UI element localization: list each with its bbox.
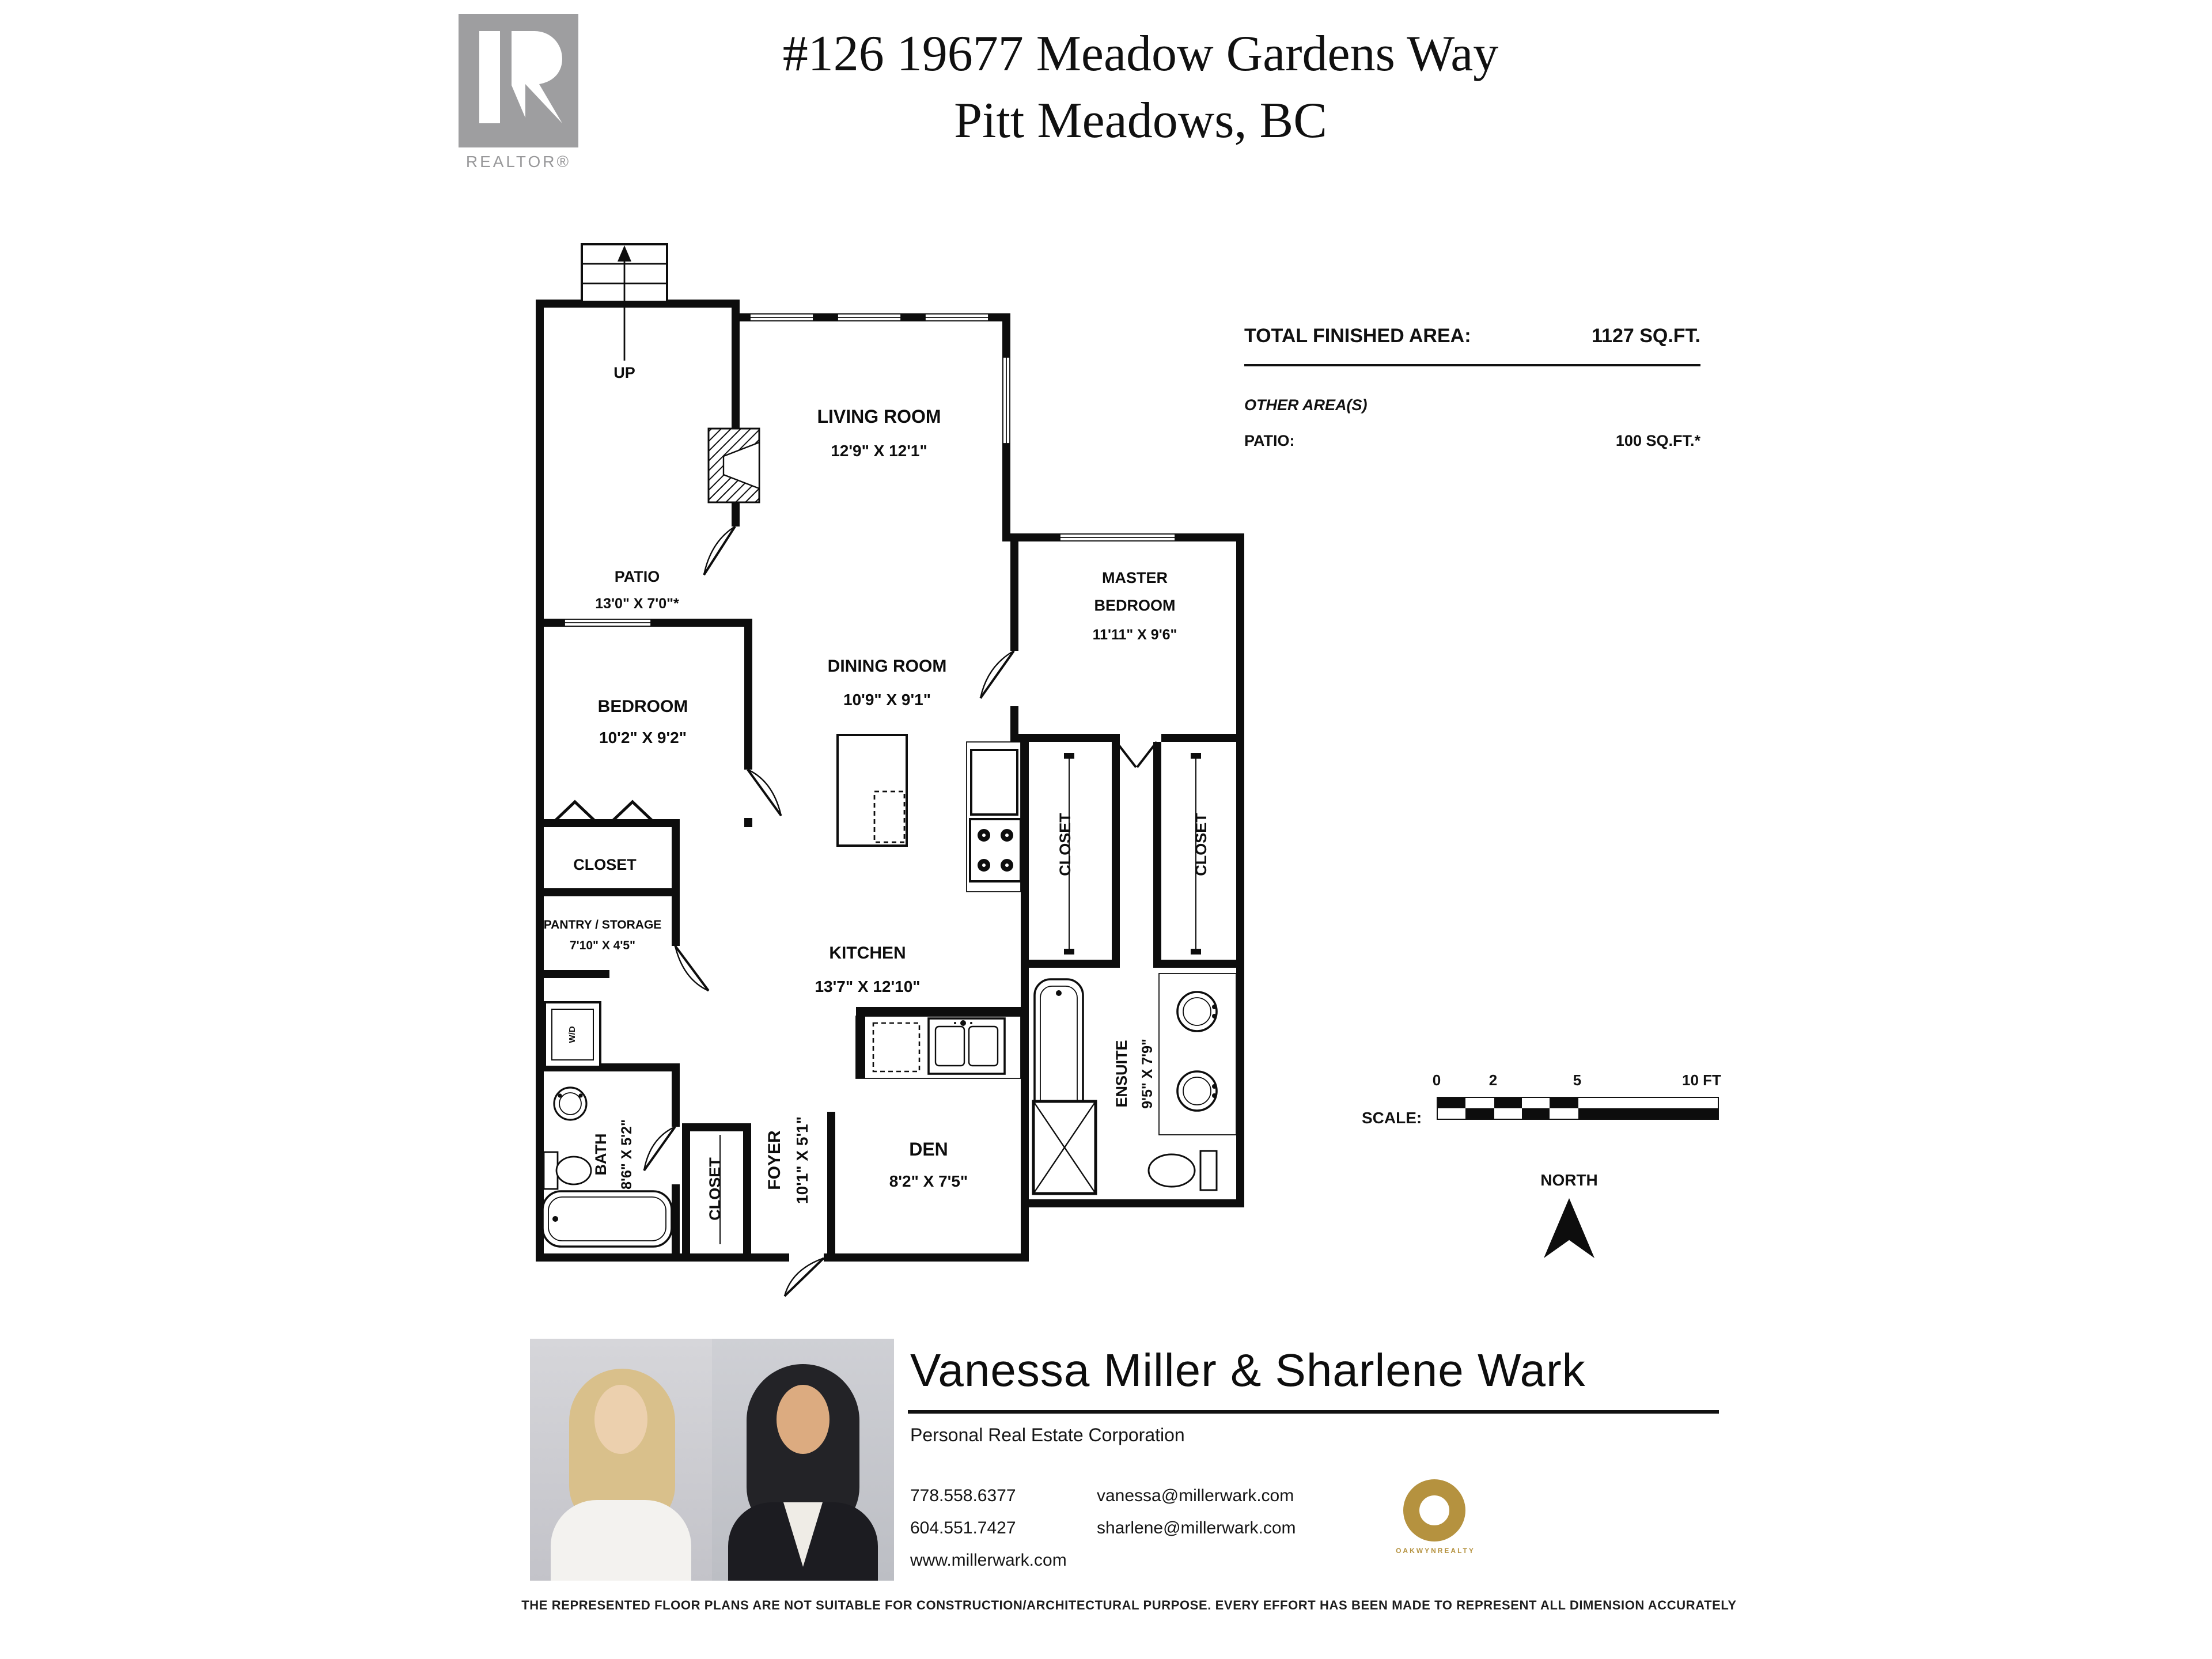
foyer-label: FOYER <box>765 1130 784 1190</box>
ensuite-label: ENSUITE <box>1113 1040 1130 1108</box>
foyer-dims: 10'1" X 5'1" <box>793 1116 811 1204</box>
agent-phone-1: 778.558.6377 <box>910 1486 1016 1506</box>
ensuite-vanity-icon <box>1159 974 1236 1135</box>
kitchen-dims: 13'7" X 12'10" <box>815 978 921 995</box>
oakwyn-logo-icon <box>1403 1479 1465 1541</box>
master-closet-right-label: CLOSET <box>1192 813 1210 876</box>
other-areas-label: OTHER AREA(S) <box>1244 396 1368 414</box>
master-dims: 11'11" X 9'6" <box>1092 627 1177 643</box>
north-label: NORTH <box>1540 1171 1598 1189</box>
pantry-label: PANTRY / STORAGE <box>543 918 662 931</box>
dining-room-label: DINING ROOM <box>827 657 947 676</box>
bedroom-closet-label: CLOSET <box>573 856 637 873</box>
floor-plan <box>536 242 1250 1313</box>
master-label-1: MASTER <box>1102 569 1168 586</box>
stove-icon <box>970 819 1021 881</box>
scale-tick-0: 0 <box>1432 1071 1441 1089</box>
kitchen-island-icon <box>838 735 907 846</box>
title-line-1: #126 19677 Meadow Gardens Way <box>782 25 1499 82</box>
agent-website[interactable]: www.millerwark.com <box>910 1551 1067 1570</box>
ensuite-dims: 9'5" X 7'9" <box>1139 1039 1156 1109</box>
agent-photo-sharlene <box>712 1339 894 1581</box>
north-arrow-icon <box>1544 1198 1594 1258</box>
fireplace-icon <box>709 429 759 502</box>
avatar-face <box>594 1385 647 1454</box>
disclaimer-text: THE REPRESENTED FLOOR PLANS ARE NOT SUITABLE FOR CONSTRUCTION/ARCHITECTURAL PURPOSE. EVERY EFFORT HAS BEEN MADE TO REPRESENT ALL DIMENSION ACCURATELY <box>521 1599 1737 1613</box>
living-room-label: LIVING ROOM <box>817 406 941 427</box>
foyer-closet-label: CLOSET <box>706 1157 724 1221</box>
kitchen-sink-icon <box>929 1018 1005 1074</box>
kitchen-label: KITCHEN <box>829 944 906 963</box>
agent-title: Personal Real Estate Corporation <box>910 1426 1185 1446</box>
scale-tick-5: 5 <box>1573 1071 1582 1089</box>
total-area-row <box>1244 325 1700 366</box>
master-closet-left-label: CLOSET <box>1056 813 1074 876</box>
den-label: DEN <box>909 1139 948 1160</box>
bath-label: BATH <box>592 1133 609 1176</box>
total-area-label: TOTAL FINISHED AREA: <box>1244 325 1471 347</box>
patio-area-value: 100 SQ.FT.* <box>1615 432 1700 449</box>
agent-photo-vanessa <box>530 1339 712 1581</box>
shower-icon <box>1033 1101 1096 1194</box>
bedroom-label: BEDROOM <box>597 697 688 716</box>
bath-sink-icon <box>554 1088 586 1120</box>
scale-tick-10: 10 FT <box>1682 1071 1721 1089</box>
agent-email-2[interactable]: sharlene@millerwark.com <box>1097 1518 1296 1538</box>
scale-tick-2: 2 <box>1488 1071 1498 1089</box>
patio-area-label: PATIO: <box>1244 432 1295 449</box>
bath-toilet-icon <box>544 1152 591 1189</box>
realtor-logo <box>459 14 578 147</box>
pantry-dims: 7'10" X 4'5" <box>570 939 635 952</box>
scale-bar <box>1437 1097 1719 1120</box>
bedroom-dims: 10'2" X 9'2" <box>599 729 687 747</box>
dining-room-dims: 10'9" X 9'1" <box>843 691 931 709</box>
realtor-logo-icon <box>459 14 578 147</box>
patio-dims: 13'0" X 7'0"* <box>595 596 679 612</box>
patio-label: PATIO <box>614 568 660 585</box>
divider <box>908 1410 1719 1414</box>
area-summary <box>1244 325 1700 449</box>
scale-label: SCALE: <box>1362 1108 1422 1127</box>
avatar-body <box>551 1500 691 1581</box>
agent-email-1[interactable]: vanessa@millerwark.com <box>1097 1486 1294 1506</box>
avatar-face <box>777 1385 830 1454</box>
agent-phone-2: 604.551.7427 <box>910 1518 1016 1538</box>
agent-names: Vanessa Miller & Sharlene Wark <box>910 1346 1586 1396</box>
living-room-dims: 12'9" X 12'1" <box>831 442 927 460</box>
ensuite-toilet-icon <box>1149 1151 1217 1190</box>
stairs-up-label: UP <box>613 364 635 381</box>
closet-rods <box>720 753 1200 1244</box>
den-dims: 8'2" X 7'5" <box>889 1172 968 1190</box>
bath-dims: 8'6" X 5'2" <box>619 1119 635 1190</box>
title-line-2: Pitt Meadows, BC <box>954 92 1327 149</box>
bathtub-icon <box>543 1191 672 1247</box>
oakwyn-logo-label: OAKWYNREALTY <box>1396 1548 1475 1555</box>
laundry-label: W/D <box>567 1026 577 1043</box>
realtor-logo-label: REALTOR® <box>465 152 571 171</box>
property-title <box>576 21 1705 154</box>
stairs-icon <box>582 244 667 361</box>
patio-area-row <box>1244 432 1700 449</box>
master-label-2: BEDROOM <box>1094 597 1176 614</box>
total-area-value: 1127 SQ.FT. <box>1592 325 1700 347</box>
